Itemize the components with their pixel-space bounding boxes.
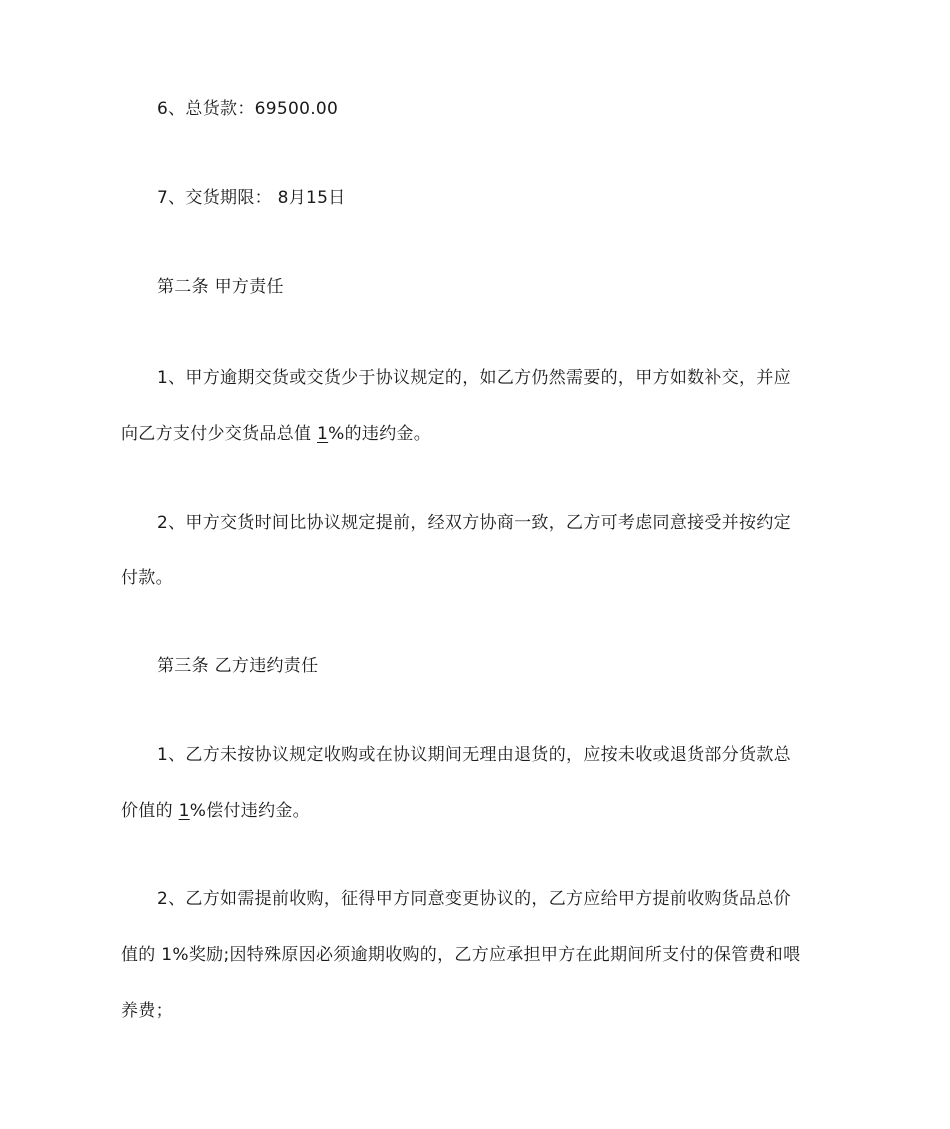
article-3-clause-2-line-2: 值的 1%奖励;因特殊原因必须逾期收购的，乙方应承担甲方在此期间所支付的保管费和喂 bbox=[121, 945, 801, 965]
text-segment: %偿付违约金。 bbox=[189, 801, 310, 821]
article-3-clause-1-line-2 bbox=[121, 799, 310, 823]
article-2-clause-2-line-2: 付款。 bbox=[121, 568, 173, 588]
article-3-title: 第三条 乙方违约责任 bbox=[157, 656, 319, 676]
article-2-clause-1-line-1: 1、甲方逾期交货或交货少于协议规定的，如乙方仍然需要的，甲方如数补交，并应 bbox=[157, 368, 791, 388]
item-delivery-deadline: 7、交货期限： 8月15日 bbox=[157, 188, 346, 208]
text-segment: 向乙方支付少交货品总值 bbox=[121, 424, 318, 444]
article-3-clause-2-line-3: 养费； bbox=[121, 1001, 173, 1021]
article-2-clause-1-line-2 bbox=[121, 422, 431, 446]
article-3-clause-2-line-1: 2、乙方如需提前收购，征得甲方同意变更协议的，乙方应给甲方提前收购货品总价 bbox=[157, 889, 791, 909]
item-total-payment: 6、总货款：69500.00 bbox=[157, 99, 339, 119]
article-3-clause-1-line-1: 1、乙方未按协议规定收购或在协议期间无理由退货的，应按未收或退货部分货款总 bbox=[157, 745, 791, 765]
text-segment: 价值的 bbox=[121, 801, 179, 821]
underlined-rate: 1 bbox=[317, 424, 329, 444]
text-segment: %的违约金。 bbox=[328, 424, 432, 444]
article-2-title: 第二条 甲方责任 bbox=[157, 277, 284, 297]
article-2-clause-2-line-1: 2、甲方交货时间比协议规定提前，经双方协商一致，乙方可考虑同意接受并按约定 bbox=[157, 513, 791, 533]
underlined-rate: 1 bbox=[178, 801, 190, 821]
